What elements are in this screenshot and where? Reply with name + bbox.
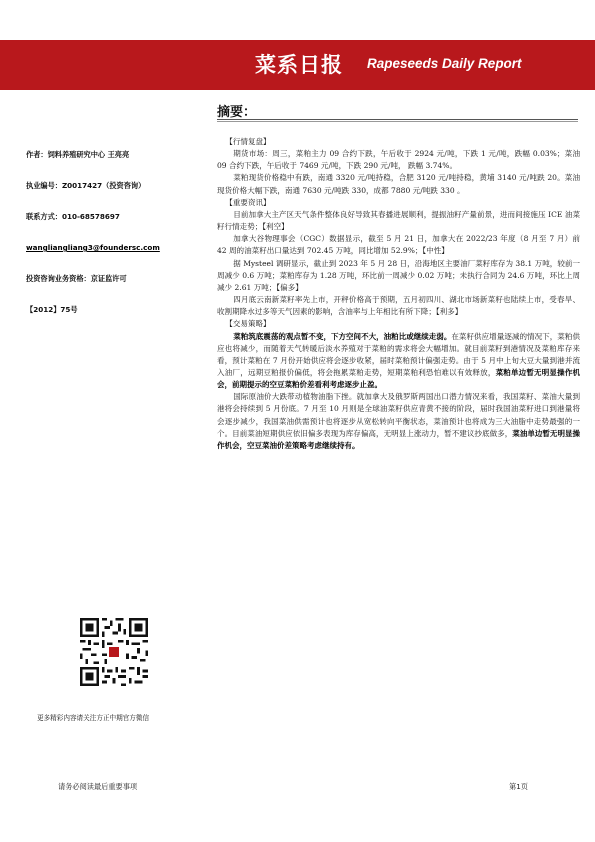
summary-title: 摘要： xyxy=(217,105,257,120)
report-title-en: Rapeseeds Daily Report xyxy=(367,56,522,71)
qr-caption: 更多精彩内容请关注方正中期官方微信 xyxy=(37,714,150,722)
page-number: 第1页 xyxy=(509,782,528,791)
news-mysteel-inventory: 据 Mysteel 调研显示，截止到 2023 年 5 月 28 日，沿海地区主要油厂菜籽库存为 38.1 万吨，较前一周减少 0.6 万吨；菜粕库存为 1.28 万吨，环比前一周减少 0.02 万吨；未执行合同为 24.6 万吨，环比上周减少 2.61 万吨；【偏多】 xyxy=(217,258,580,292)
market-review-spot: 菜粕现货价格稳中有跌，南通 3320 元/吨持稳，合肥 3120 元/吨持稳，黄埔 3140 元/吨跌 20。菜油现货价格大幅下跌，南通 7630 元/吨跌 330，成都 7880 元/吨跌 330 。 xyxy=(217,173,580,195)
strategy-oil-text: 国际原油价大跌带动植物油脂下挫。就加拿大及俄罗斯两国出口潜力情况来看，我国菜籽、菜油大量到港将会持续到 5 月份底。7 月至 10 月则是全球油菜籽供应青黄不接的阶段，届时我国油菜籽进口到港量将会逐步减少，我国菜油供需预计也将逐步从宽松转向平衡状态，菜油预计也将成为三大油脂中走势最强的一个。目前菜油短期供应依旧偏多表现为库存偏高，无明显上涨动力，暂不建议抄底做多， xyxy=(217,392,580,438)
section-heading-market-review: 【行情复盘】 xyxy=(225,137,271,146)
qualification: 投资咨询业务资格：京证监许可 xyxy=(26,274,127,283)
report-title-cn: 菜系日报 xyxy=(255,53,343,77)
author-info: 作者：饲料养殖研究中心 王亮亮 xyxy=(26,150,130,159)
section-heading-news: 【重要资讯】 xyxy=(225,197,271,207)
qualification-number: 【2012】75号 xyxy=(26,305,78,314)
news-canada-weather: 目前加拿大主产区天气条件整体良好导致其春播进展顺利，提振油籽产量前景，进而间接施压 ICE 油菜籽行情走势；【利空】 xyxy=(217,209,580,232)
contact-phone: 联系方式：010-68578697 xyxy=(26,212,120,221)
news-cgc-exports: 加拿大谷物理事会（CGC）数据显示，截至 5 月 21 日，加拿大在 2022/23 年度（8 月至 7 月）前 42 周的油菜籽出口量达到 702.45 万吨，同比增加 52.9%；【中性】 xyxy=(217,234,580,256)
market-review-futures: 期货市场：周三，菜粕主力 09 合约下跌，午后收于 2924 元/吨，下跌 1 元/吨，跌幅 0.03%；菜油 09 合约下跌，午后收于 7469 元/吨，下跌 290 元/吨， 跌幅 3.74%。 xyxy=(217,149,580,171)
summary-divider-thin xyxy=(217,121,578,122)
license-number: 执业编号：Z0017427（投资咨询） xyxy=(26,181,146,190)
strategy-meal-view: 菜粕筑底震荡的观点暂不变，下方空间不大，油粕比或继续走弱。 xyxy=(233,331,452,341)
report-banner xyxy=(0,40,595,90)
strategy-rapeseed-meal xyxy=(217,331,580,392)
summary-body xyxy=(217,136,580,452)
footer-disclaimer: 请务必阅读最后重要事项 xyxy=(58,782,138,791)
summary-divider xyxy=(217,119,578,120)
contact-email-link[interactable]: wangliangliang3@foundersc.com xyxy=(26,243,160,252)
strategy-oil-conclusion: 菜油单边暂无明显操作机会，空豆菜油价差策略考虑继续持有。 xyxy=(217,428,580,450)
wechat-qr-code-icon xyxy=(80,618,148,686)
strategy-meal-text: 在菜籽供应增量逐减的情况下，菜粕供应也将减少，而随着天气转暖后淡水养殖对于菜粕的需求将会大幅增加。就目前菜籽到港情况及菜粕库存来看，预计菜粕在 7 月份开始供应将会逐步收紧，届时菜粕预计偏强走势。由于 5 月中上旬大豆大量到港并流入油厂，远期豆粕报价偏低，将会拖累菜粕走势，短期菜粕利恐怕难以有效释放， xyxy=(217,331,580,377)
strategy-meal-conclusion: 菜粕单边暂无明显操作机会，前期提示的空豆菜粕价差看利考虑逐步止盈。 xyxy=(217,367,580,390)
strategy-rapeseed-oil xyxy=(217,391,580,452)
section-heading-strategy: 【交易策略】 xyxy=(225,319,271,329)
news-new-crop: 四月底云南新菜籽率先上市，开秤价格高于预期，五月初四川、湖北市场新菜籽也陆续上市，受春旱、收割期降水过多等天气因素的影响，含油率与上年相比有所下降；【利多】 xyxy=(217,295,580,317)
